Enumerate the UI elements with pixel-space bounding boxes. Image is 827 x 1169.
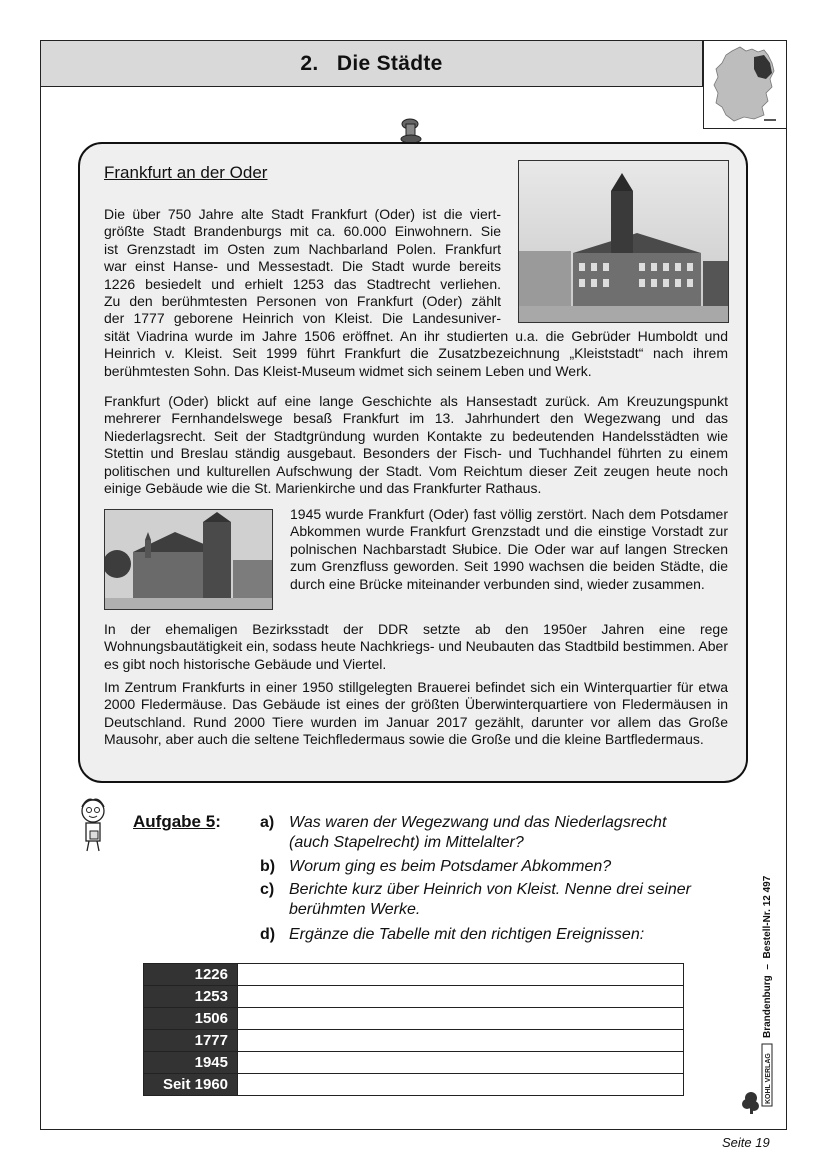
town-hall-photo [518,160,729,323]
table-row [144,964,684,986]
article-paragraph-4: In der ehemaligen Bezirksstadt der DDR setzte ab den 1950er Jahren eine rege Wohnungsbautätigkeit ein, sodass heute Nachkriegs- und Neubauten das Stadtbild bestimmen. Aber es gibt noch historische Gebäude und Viertel. [104,621,728,672]
article-paragraph-2: Frankfurt (Oder) blickt auf eine lange Geschichte als Hansestadt zurück. Am Kreuzungspunkt mehrerer Fernhandelswege besaß Frankfurt im 13. Jahrhundert den Wegezwang und das Niederlagsrecht. Seit der Stadtgründung wurden Kontakte zu bedeutenden Handelsstädten wie Stettin und Breslau ständig ausgebaut. Besonders der Fisch- und Tuchhandel führten zu einem politischen und kulturellen Aufschwung der Stadt. Vom Reichtum dieser Zeit zeugen heute noch einige Gebäude wie die St. Marienkirche und das Frankfurter Rathaus. [104,393,728,497]
article-title: Frankfurt an der Oder [104,163,268,182]
text-line: war einst Hanse- und Messestadt. Die Stadt wurde bereits [104,258,501,275]
year-cell: 1506 [144,1008,238,1030]
year-cell: Seit 1960 [144,1074,238,1096]
year-cell: 1253 [144,986,238,1008]
text-line: größte Stadt Brandenburgs mit ca. 60.000 Einwohnern. Sie [104,223,501,240]
task-label-text: Aufgabe 5 [133,812,216,831]
question-letter: b) [260,858,276,875]
student-figure-icon [73,797,113,853]
chapter-title: 2. Die Städte [300,51,443,75]
table-row [144,1008,684,1030]
question-text: Was waren der Wegezwang und das Niederlagsrecht (auch Stapelrecht) im Mittelalter? [289,814,667,851]
text-line: ist Grenzstadt im Osten zum Nachbarland Polen. Frankfurt [104,240,501,257]
question-text: Worum ging es beim Potsdamer Abkommen? [289,858,612,875]
publisher-name: KOHL VERLAG [765,1053,772,1104]
year-cell: 1226 [144,964,238,986]
article-paragraph-3: 1945 wurde Frankfurt (Oder) fast völlig zerstört. Nach dem Potsdamer Abkommen wurde Frankfurt Grenzstadt und die einstige Vorstadt zur polnischen Nachbarstadt Słubice. Die Oder war auf langen Strecken zum Grenzfluss geworden. Seit 1990 wachsen die beiden Städte, die durch eine Brücke miteinander verbunden sind, wieder zusammen. [290,506,728,592]
article-paragraph-1-continued: sität Viadrina wurde im Jahre 1506 eröffnet. An ihr studierten u.a. die Gebrüder Humboldt und Heinrich v. Kleist. Seit 1999 führt Frankfurt die Zusatzbezeichnung „Kleiststadt“ nach ihrem berühmtesten Sohn. Das Kleist-Museum widmet sich seinem Leben und Werk. [104,328,728,379]
article-paragraph-5: Im Zentrum Frankfurts in einer 1950 stillgelegten Brauerei befindet sich ein Winterquartier für etwa 2000 Fledermäuse. Das Gebäude ist eines der größten Überwinterquartiere von Fledermäusen in Deutschland. Rund 2000 Tiere wurden im Januar 2017 gezählt, darunter vor allem das Große Mausohr, aber auch die seltene Teichfledermaus sowie die Große und die kleine Bartfledermaus. [104,679,728,748]
publisher-logo [741,1040,775,1116]
question-text: Ergänze die Tabelle mit den richtigen Ereignissen: [289,926,645,943]
year-cell: 1777 [144,1030,238,1052]
text-line: Zu den berühmtesten Personen von Frankfurt (Oder) zählt [104,293,501,310]
event-answer-cell[interactable] [238,1052,684,1074]
question-letter: a) [260,814,275,831]
table-row [144,1074,684,1096]
text-line: Die über 750 Jahre alte Stadt Frankfurt (Oder) ist die viert- [104,206,501,222]
text-line: der 1777 geborene Heinrich von Kleist. Die Landesuniver- [104,310,501,327]
st-marienkirche-photo [104,509,273,610]
table-row [144,986,684,1008]
germany-map-icon [703,40,787,129]
sidebar-text: Brandenburg – Bestell-Nr. 12 497 [762,875,773,1038]
question-letter: d) [260,926,276,943]
table-row [144,1052,684,1074]
article-paragraph-1-wrapped [104,206,501,328]
event-answer-cell[interactable] [238,964,684,986]
sidebar-order-info [760,872,776,1038]
chapter-header [40,40,703,87]
question-text: Berichte kurz über Heinrich von Kleist. Nenne drei seiner berühmten Werke. [289,881,691,918]
task-label [133,812,221,832]
table-row [144,1030,684,1052]
task-label-colon: : [215,812,221,831]
event-answer-cell[interactable] [238,1074,684,1096]
question-letter: c) [260,881,275,898]
year-cell: 1945 [144,1052,238,1074]
event-answer-cell[interactable] [238,1030,684,1052]
event-answer-cell[interactable] [238,1008,684,1030]
timeline-table [143,963,684,1096]
event-answer-cell[interactable] [238,986,684,1008]
text-line: 1226 besiedelt und erhielt 1253 das Stadtrecht verliehen. [104,275,501,292]
page-number: Seite 19 [722,1135,770,1150]
